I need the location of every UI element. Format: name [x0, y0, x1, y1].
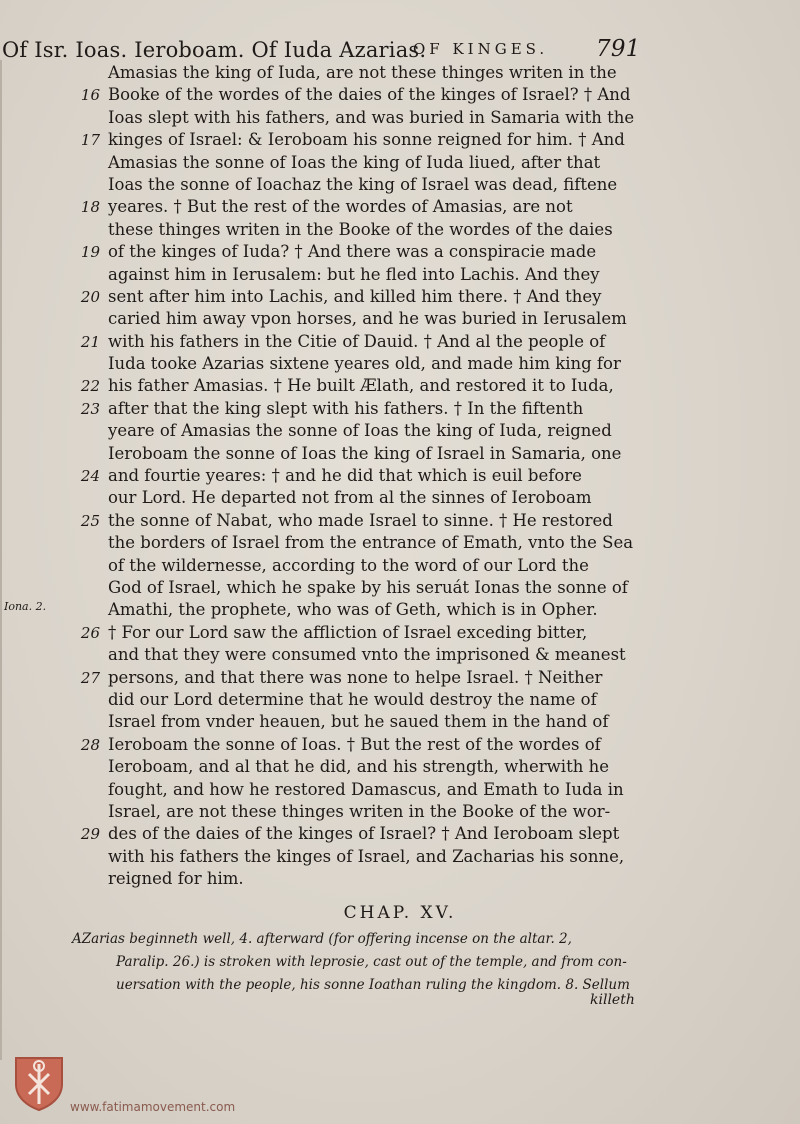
chapter-summary — [72, 928, 652, 997]
line-text: his father Amasias. † He built Ælath, and restored it to Iuda, — [108, 376, 614, 396]
line-text: Iuda tooke Azarias sixtene yeares old, and made him king for — [108, 354, 621, 374]
text-line — [108, 599, 648, 621]
text-line — [80, 398, 648, 420]
line-text: Amasias the king of Iuda, are not these thinges writen in the — [108, 63, 617, 82]
verse-number: 23 — [80, 399, 100, 418]
line-text: the sonne of Nabat, who made Israel to sinne. † He restored — [108, 510, 613, 530]
line-text: Ioas slept with his fathers, and was buried in Samaria with the — [108, 107, 635, 127]
text-line — [80, 622, 648, 644]
text-line — [108, 689, 648, 711]
book-title: OF KINGES. — [413, 40, 549, 58]
summary-line: Paralip. 26.) is stroken with leprosie, cast out of the temple, and from con- — [116, 954, 627, 970]
text-line — [80, 465, 648, 487]
verse-number: 29 — [80, 825, 100, 844]
line-text: these thinges writen in the Booke of the wordes of the daies — [108, 219, 613, 239]
line-text: persons, and that there was none to helpe Israel. † Neither — [108, 667, 603, 687]
line-text: yeare of Amasias the sonne of Ioas the king of Iuda, reigned — [108, 421, 612, 441]
line-text: des of the daies of the kinges of Israel? † And Ieroboam slept — [108, 824, 620, 844]
line-text: yeares. † But the rest of the wordes of Amasias, are not — [108, 197, 573, 217]
text-line — [108, 756, 648, 778]
line-text: reigned for him. — [108, 869, 244, 889]
watermark-site-text: www.fatimamovement.com — [70, 1100, 236, 1114]
line-text: of the wildernesse, according to the word of our Lord the — [108, 555, 589, 575]
line-text: and that they were consumed vnto the imprisoned & meanest — [108, 645, 626, 665]
line-text: kinges of Israel: & Ieroboam his sonne reigned for him. † And — [108, 130, 625, 150]
page-header — [0, 34, 670, 64]
text-line — [108, 577, 648, 599]
text-line — [80, 823, 648, 845]
line-text: Israel, are not these thinges writen in the Booke of the wor- — [108, 801, 611, 821]
running-title: Of Isr. Ioas. Ieroboam. Of Iuda Azarias. — [2, 38, 427, 62]
verse-number: 22 — [80, 377, 100, 396]
text-line — [80, 375, 648, 397]
verse-number: 18 — [80, 198, 100, 217]
verse-number: 26 — [80, 623, 100, 642]
verse-number: 17 — [80, 131, 100, 150]
verse-number: 27 — [80, 668, 100, 687]
margin-note: Iona. 2. — [4, 600, 47, 613]
catchword: killeth — [590, 992, 635, 1008]
line-text: Amasias the sonne of Ioas the king of Iuda liued, after that — [108, 152, 601, 172]
text-line — [108, 308, 648, 330]
body-text — [80, 62, 648, 890]
verse-number: 16 — [80, 86, 100, 105]
text-line — [108, 353, 648, 375]
text-line — [108, 264, 648, 286]
text-line — [108, 174, 648, 196]
line-text: of the kinges of Iuda? † And there was a conspiracie made — [108, 242, 597, 262]
text-line — [108, 420, 648, 442]
line-text: after that the king slept with his fathers. † In the fiftenth — [108, 398, 584, 418]
line-text: Amathi, the prophete, who was of Geth, which is in Opher. — [108, 600, 598, 620]
line-text: the borders of Israel from the entrance of Emath, vnto the Sea — [108, 533, 634, 553]
text-line — [108, 107, 648, 129]
summary-line: uersation with the people, his sonne Ioathan ruling the kingdom. 8. Sellum — [116, 977, 630, 993]
line-text: and fourtie yeares: † and he did that which is euil before — [108, 466, 582, 486]
papal-keys-logo-icon — [12, 1054, 66, 1112]
text-line — [80, 331, 648, 353]
verse-number: 21 — [80, 332, 100, 351]
text-line — [108, 846, 648, 868]
line-text: Ieroboam, and al that he did, and his strength, wherwith he — [108, 757, 609, 777]
line-text: Ioas the sonne of Ioachaz the king of Israel was dead, fiftene — [108, 174, 618, 194]
line-text: Ieroboam the sonne of Ioas the king of Israel in Samaria, one — [108, 443, 622, 463]
text-line — [108, 555, 648, 577]
text-line — [108, 711, 648, 733]
text-line — [80, 510, 648, 532]
text-line — [108, 801, 648, 823]
text-line — [108, 219, 648, 241]
text-line — [108, 152, 648, 174]
text-line — [80, 241, 648, 263]
text-line — [108, 62, 648, 84]
line-text: Israel from vnder heauen, but he saued them in the hand of — [108, 712, 609, 732]
chapter-heading: CHAP. XV. — [343, 903, 457, 923]
text-line — [80, 734, 648, 756]
text-line — [108, 532, 648, 554]
line-text: did our Lord determine that he would destroy the name of — [108, 689, 597, 709]
line-text: † For our Lord saw the affliction of Israel exceding bitter, — [108, 622, 588, 642]
text-line — [80, 129, 648, 151]
verse-number: 28 — [80, 735, 100, 754]
verse-number: 19 — [80, 243, 100, 262]
text-line — [80, 196, 648, 218]
text-line — [108, 644, 648, 666]
summary-line: AZarias beginneth well, 4. afterward (for offering incense on the altar. 2, — [72, 931, 572, 947]
verse-number: 20 — [80, 287, 100, 306]
text-line — [80, 84, 648, 106]
verse-number: 25 — [80, 511, 100, 530]
line-text: Ieroboam the sonne of Ioas. † But the rest of the wordes of — [108, 734, 601, 754]
line-text: against him in Ierusalem: but he fled into Lachis. And they — [108, 264, 600, 284]
page-number: 791 — [596, 36, 641, 62]
line-text: sent after him into Lachis, and killed him there. † And they — [108, 286, 602, 306]
line-text: Booke of the wordes of the daies of the kinges of Israel? † And — [108, 85, 631, 105]
line-text: with his fathers in the Citie of Dauid. † And al the people of — [108, 331, 606, 351]
text-line — [108, 868, 648, 890]
line-text: our Lord. He departed not from al the sinnes of Ieroboam — [108, 488, 592, 508]
line-text: caried him away vpon horses, and he was buried in Ierusalem — [108, 309, 627, 329]
text-line — [108, 779, 648, 801]
text-line — [80, 667, 648, 689]
verse-number: 24 — [80, 467, 100, 486]
line-text: fought, and how he restored Damascus, and Emath to Iuda in — [108, 779, 624, 799]
text-line — [108, 443, 648, 465]
line-text: God of Israel, which he spake by his seruát Ionas the sonne of — [108, 577, 628, 597]
line-text: with his fathers the kinges of Israel, and Zacharias his sonne, — [108, 846, 625, 866]
text-line — [80, 286, 648, 308]
text-line — [108, 487, 648, 509]
